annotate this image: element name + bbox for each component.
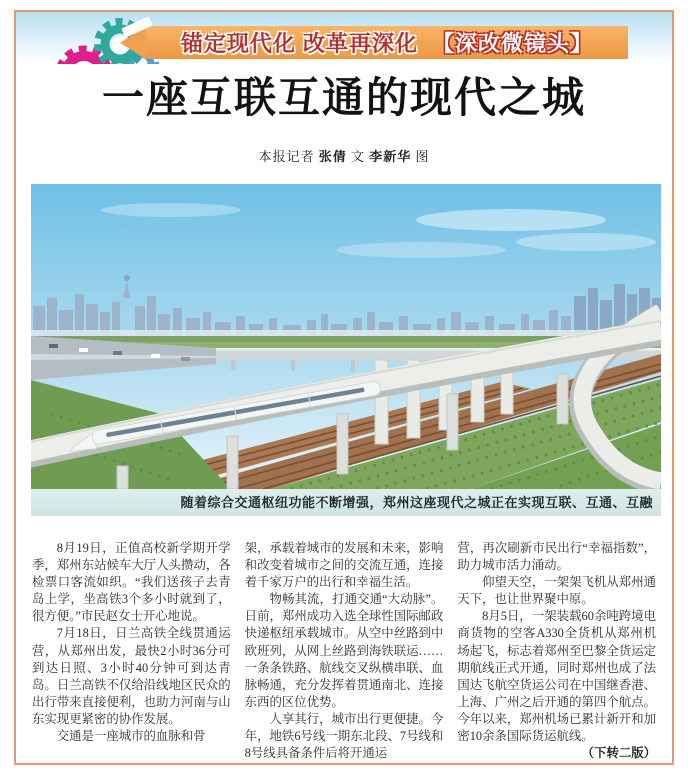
byline-role-text: 文 xyxy=(350,149,365,164)
banner-slogan: 锚定现代化 改革再深化 xyxy=(180,31,419,56)
paragraph: 物畅其流，打通交通“大动脉”。日前，郑州成功入选全球性国际邮政快递枢纽承载城市。从空中丝路到中欧班列，从网上丝路到海铁联运……一条条铁路、航线交叉纵横串联、血脉畅通，充分发挥着贯通南北、连接东西的区位优势。 xyxy=(244,592,444,709)
paragraph: 仰望天空，一架架飞机从郑州通天下，也让世界聚中原。 xyxy=(457,575,657,607)
text-column-3 xyxy=(457,540,657,761)
cityscape-rail-photo xyxy=(31,184,661,489)
paragraph: 交通是一座城市的血脉和骨 xyxy=(56,729,206,744)
paragraph-text: 8月5日，一架装载60余吨跨境电商货物的空客A330全货机从郑州机场起飞，标志着郑州至巴黎全货运定期航线正式开通，同时郑州也成了法国达飞航空货运公司在中国继香港、上海、广州之后开通的第四个航点。今年以来，郑州机场已累计新开和加密10余条国际货运航线。 xyxy=(457,609,657,744)
paragraph: 8月19日，正值高校新学期开学季，郑州东站候车大厅人头攒动，各检票口客流如织。“我们送孩子去青岛上学，坐高铁3个多小时就到了，很方便。”市民赵女士开心地说。 xyxy=(32,541,231,624)
byline-prefix: 本报记者 xyxy=(258,149,315,164)
text-column-2 xyxy=(244,540,444,761)
article-frame xyxy=(14,10,674,765)
paragraph: 架，承载着城市的发展和未来，影响和改变着城市之间的交流互通，连接着千家万户的出行和幸福生活。 xyxy=(244,541,444,590)
article-photo xyxy=(31,184,661,516)
banner-tag: 【深改微镜头】 xyxy=(432,31,594,56)
column-banner xyxy=(16,12,672,64)
text-column-1 xyxy=(32,540,231,755)
byline-role-photo: 图 xyxy=(415,149,430,164)
article-body xyxy=(32,540,657,761)
banner-ribbon xyxy=(146,26,628,59)
article-headline: 一座互联互通的现代之城 xyxy=(101,74,586,121)
paragraph: 7月18日，日兰高铁全线贯通运营，从郑州出发，最快2小时36分可到达日照、3小时40分钟可到达青岛。日兰高铁不仅给沿线地区民众的出行带来直接便利，也助力河南与山东实现更紧密的协作发展。 xyxy=(32,626,231,726)
photo-caption: 随着综合交通枢纽功能不断增强，郑州这座现代之城正在实现互联、互通、互融 xyxy=(31,489,661,516)
continuation-note: （下转二版） xyxy=(581,746,657,761)
byline-author-photo: 李新华 xyxy=(369,149,412,164)
paragraph: 营，再次刷新市民出行“幸福指数”，助力城市活力涌动。 xyxy=(457,541,657,573)
article-byline xyxy=(16,146,672,165)
byline-author-text: 张倩 xyxy=(318,149,347,164)
paragraph xyxy=(457,608,657,761)
paragraph: 人享其行，城市出行更便捷。今年，地铁6号线一期东北段、7号线和8号线具备条件后将开通运 xyxy=(244,711,444,761)
